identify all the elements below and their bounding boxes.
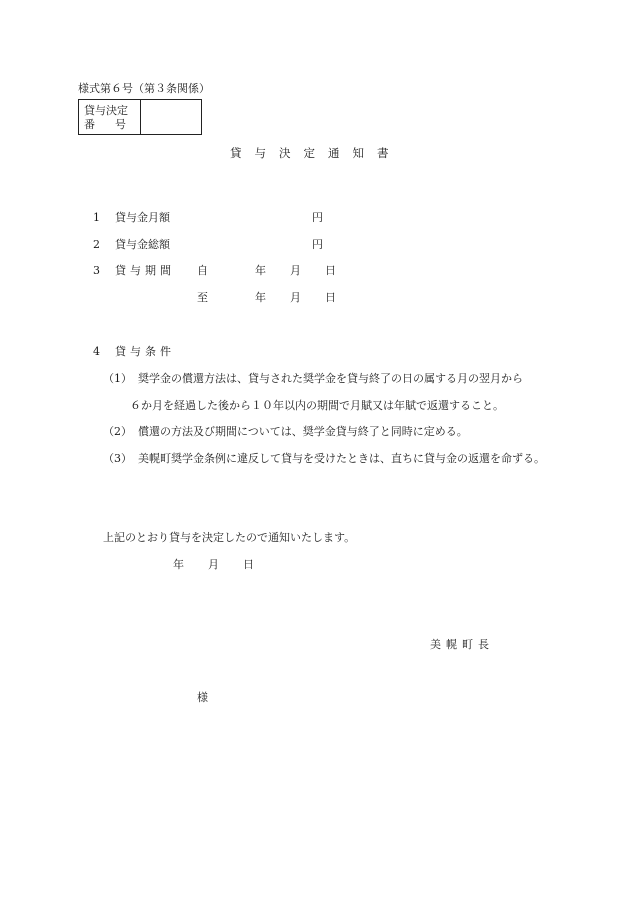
decision-number-label-cell (79, 100, 146, 134)
period-to-label: 至 (197, 291, 208, 304)
period-from-year: 年 (255, 264, 266, 277)
period-to-year: 年 (255, 291, 266, 304)
item-2-number: 2 (93, 238, 100, 251)
item-1-unit: 円 (312, 211, 323, 224)
condition-3-number: （3） (103, 452, 132, 465)
condition-3-text: 美幌町奨学金条例に違反して貸与を受けたときは、直ちに貸与金の返還を命ずる。 (138, 452, 545, 465)
item-4-label: 貸与条件 (115, 345, 175, 358)
condition-1-text: 奨学金の償還方法は、貸与された奨学金を貸与終了の日の属する月の翌月から (138, 372, 523, 385)
form-number-label: 様式第６号（第３条関係） (78, 82, 210, 95)
period-to-day: 日 (325, 291, 336, 304)
item-4-number: 4 (93, 345, 100, 358)
item-2-label: 貸与金総額 (115, 238, 170, 251)
notice-date-day: 日 (243, 558, 254, 571)
condition-1-continuation: ６か月を経過した後から１０年以内の期間で月賦又は年賦で返還すること。 (130, 399, 504, 412)
item-1-number: 1 (93, 211, 100, 224)
addressee-honorific: 様 (197, 691, 208, 704)
condition-1-number: （1） (103, 372, 132, 385)
item-3-label: 貸与期間 (115, 264, 175, 277)
period-to-month: 月 (290, 291, 301, 304)
notice-date-year: 年 (173, 558, 184, 571)
notice-text: 上記のとおり貸与を決定したので通知いたします。 (103, 531, 356, 544)
period-from-month: 月 (290, 264, 301, 277)
item-3-number: 3 (93, 264, 100, 277)
decision-number-label-line1: 貸与決定 (84, 104, 128, 117)
item-1-label: 貸与金月額 (115, 211, 170, 224)
decision-number-box (78, 99, 202, 135)
decision-number-label-line2: 番号 (84, 118, 146, 131)
item-2-unit: 円 (312, 238, 323, 251)
condition-2-number: （2） (103, 425, 132, 438)
issuer-name: 美幌町長 (430, 638, 494, 651)
condition-2-text: 償還の方法及び期間については、奨学金貸与終了と同時に定める。 (138, 425, 468, 438)
period-from-label: 自 (197, 264, 208, 277)
period-from-day: 日 (325, 264, 336, 277)
document-title: 貸与決定通知書 (230, 146, 402, 160)
notice-date-month: 月 (208, 558, 219, 571)
